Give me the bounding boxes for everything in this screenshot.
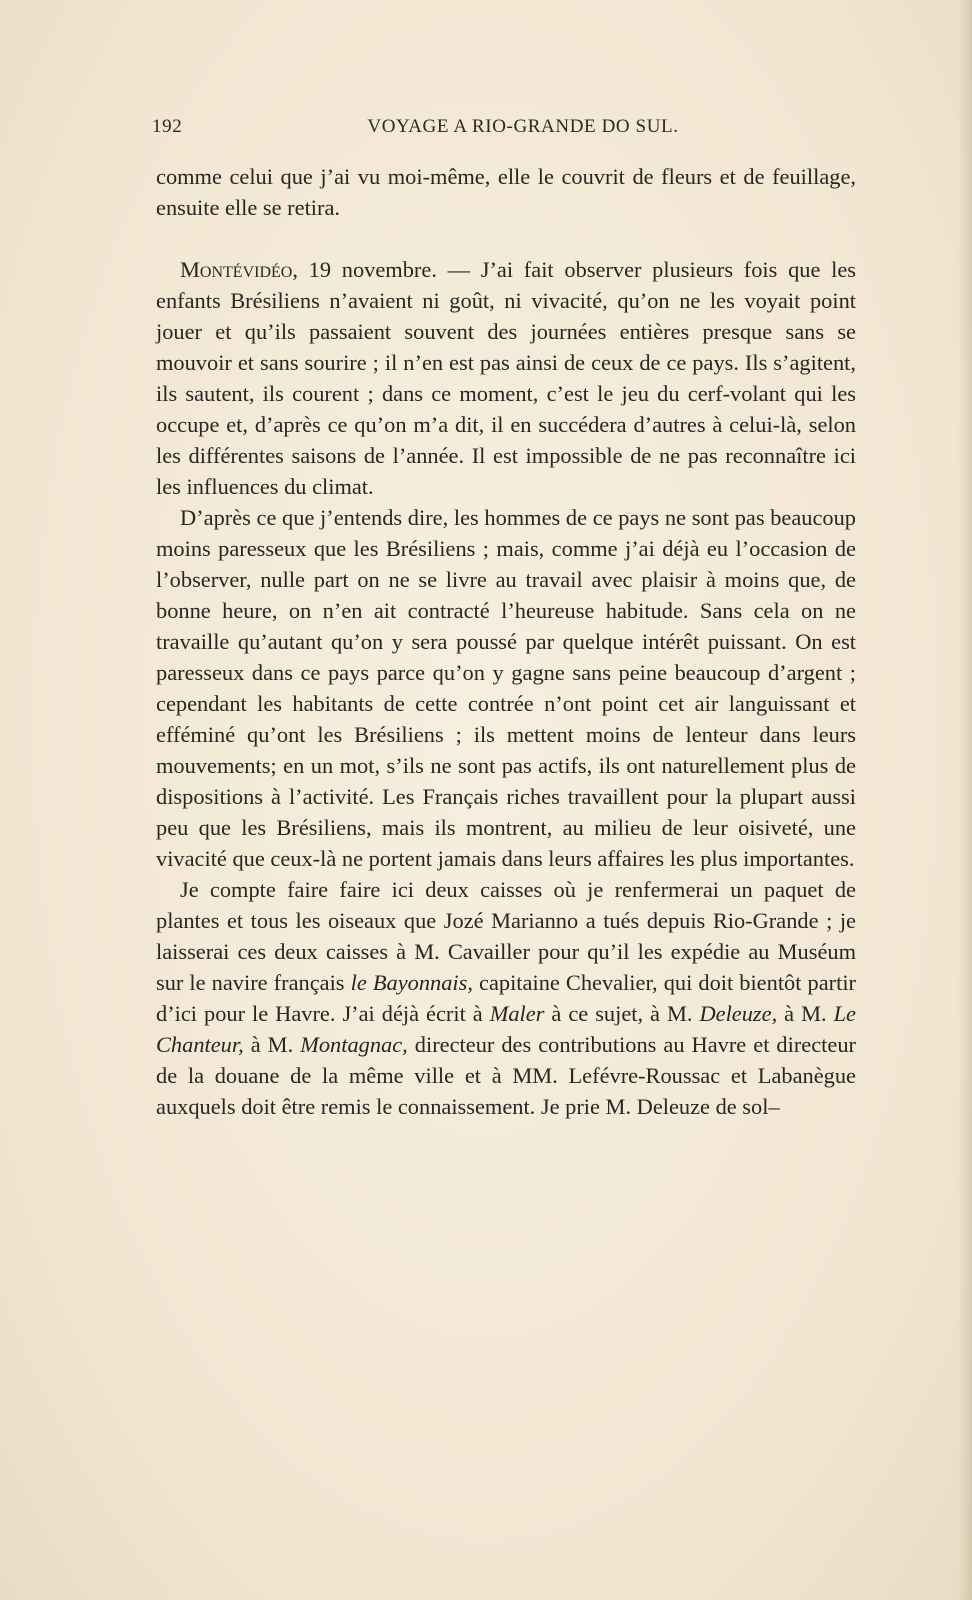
person-maler: Maler	[489, 1001, 545, 1026]
paragraph-4-part-b: capitaine Chevalier, qui doit bientôt partir d’ici pour le Havre. J’ai déjà écrit à	[156, 970, 857, 1026]
person-deleuze: Deleuze,	[699, 1001, 778, 1026]
person-le-chanteur: Le Chanteur,	[156, 1001, 856, 1057]
paragraph-4-part-f: directeur des contributions au Havre et directeur de la douane de la même ville et à MM. Lefévre-Roussac et Labanègue auxquels doit être remis le connaissement. Je prie M. Deleuze de sol–	[156, 1032, 856, 1119]
person-montagnac: Montagnac,	[300, 1032, 408, 1057]
page-number: 192	[152, 116, 183, 137]
running-title: VOYAGE A RIO-GRANDE DO SUL.	[367, 116, 679, 137]
paragraph-4-part-c: à ce sujet, à M.	[544, 1001, 700, 1026]
paragraph-1: comme celui que j’ai vu moi-même, elle le couvrit de fleurs et de feuillage, ensuite elle se retira.	[156, 164, 856, 220]
paragraph-2-text: , 19 novembre. — J’ai fait observer plusieurs fois que les enfants Brésiliens n’avaient ni goût, ni vivacité, qu’on ne les voyait point jouer et qu’ils passaient souvent des journées entières presque sans se mouvoir et sans sourire ; il n’en est pas ainsi de ceux de ce pays. Ils s’agitent, ils sautent, ils courent ; dans ce moment, c’est le jeu du cerf-volant qui les occupe et, d’après ce qu’on m’a dit, il en succédera d’autres à celui-là, selon les différentes saisons de l’année. Il est impossible de ne pas reconnaître ici les influences du climat.	[156, 257, 856, 499]
ship-name: le Bayonnais,	[350, 970, 473, 995]
place-heading: Montévidéo	[180, 257, 293, 282]
paragraph-2	[156, 254, 856, 502]
body-text	[156, 161, 856, 1122]
paragraph-4-part-d: à M.	[777, 1001, 834, 1026]
page-edge-shadow	[958, 0, 972, 1600]
paragraph-4	[156, 874, 856, 1122]
paragraph-4-part-e: à M.	[243, 1032, 301, 1057]
paragraph-3: D’après ce que j’entends dire, les hommes de ce pays ne sont pas beaucoup moins paresseux que les Brésiliens ; mais, comme j’ai déjà eu l’occasion de l’observer, nulle part on ne se livre au travail avec plaisir à moins que, de bonne heure, on n’en ait contracté l’heureuse habitude. Sans cela on ne travaille qu’autant qu’on y sera poussé par quelque intérêt puissant. On est paresseux dans ce pays parce qu’on y gagne sans peine beaucoup d’argent ; cependant les habitants de cette contrée n’ont point cet air languissant et efféminé qu’ont les Brésiliens ; ils mettent moins de lenteur dans leurs mouvements; en un mot, s’ils ne sont pas actifs, ils ont naturellement plus de dispositions à l’activité. Les Français riches travaillent pour la plupart aussi peu que les Brésiliens, mais ils montrent, au milieu de leur oisiveté, une vivacité que ceux-là ne portent jamais dans leurs affaires les plus importantes.	[156, 505, 856, 871]
running-header	[152, 116, 854, 144]
paragraph-4-part-a: Je compte faire faire ici deux caisses où je renfermerai un paquet de plantes et tous les oiseaux que Jozé Marianno a tués depuis Rio-Grande ; je laisserai ces deux caisses à M. Cavailler pour qu’il les expédie au Muséum sur le navire français	[156, 877, 856, 995]
paragraph-gap	[156, 223, 856, 254]
